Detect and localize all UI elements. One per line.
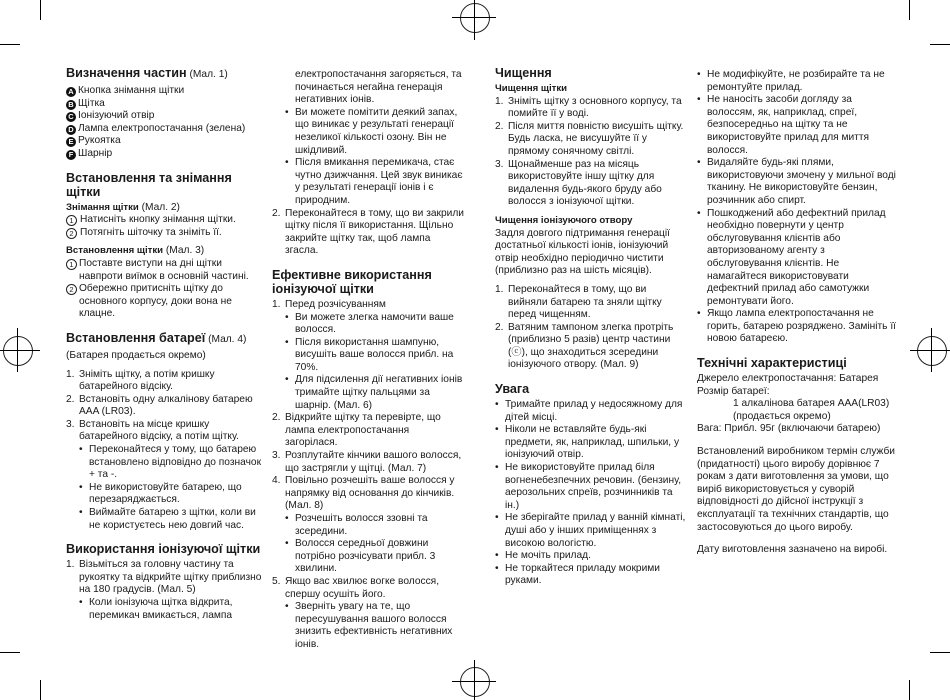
weight: Вага: Прибл. 95г (включаючи батарею) <box>697 423 881 435</box>
crop-mark <box>909 680 910 700</box>
warning-bullet: • Не модифікуйте, не розбирайте та не ремонтуйте прилад. <box>697 69 885 93</box>
battery-note: (Батарея продається окремо) <box>66 349 206 361</box>
effective-title: Ефективне використання іонізуючої щітки <box>272 267 432 296</box>
battery-size-label: Розмір батареї: <box>697 385 770 397</box>
registration-line <box>0 350 40 351</box>
warning-bullet: • Видаляйте будь-які плями, використовуючи змочену у мильної воді тканину. Не використовуйте бензин, розчинник або спирт. <box>697 157 896 206</box>
warning-bullet: • Тримайте прилад у недосяжному для дітей місці. <box>495 399 683 423</box>
eff-bullet: • Зверніть увагу на те, що пересушування вашого волосся знизить ефективність негативних іонів. <box>285 601 453 650</box>
crop-mark <box>930 44 950 45</box>
remove-head: Знімання щітки (Мал. 2) <box>66 201 180 213</box>
attach-step: 2 Обережно притисніть щітку до основного корпусу, доки вона не клацне. <box>66 283 266 321</box>
warning-title: Увага <box>495 382 530 397</box>
remove-step: 1 Натисніть кнопку знімання щітки. <box>66 214 266 227</box>
crop-mark <box>0 44 20 45</box>
ion-step: 2. Переконайтеся в тому, що ви закрили щітку після її використання. Щільно закрийте щітку так, щоб лампа згасла. <box>272 207 464 257</box>
part-item: D Лампа електропостачання (зелена) <box>66 123 266 136</box>
clean-step: 3. Щонайменше раз на місяць використовуйте іншу щітку для видалення будь-якого бруду або волосся з іонізуючої щітки. <box>495 158 662 208</box>
registration-line <box>910 350 950 351</box>
manufacture-date: Дату виготовлення зазначено на виробі. <box>697 544 888 556</box>
warning-bullet: • Не торкайтеся приладу мокрими руками. <box>495 562 660 587</box>
column-3 <box>495 66 687 588</box>
attach-head: Встановлення щітки (Мал. 3) <box>66 245 205 257</box>
warning-bullet: • Ніколи не вставляйте будь-які предмети, як, наприклад, шпильки, у іонізуючий отвір. <box>495 424 680 461</box>
registration-line <box>474 0 475 40</box>
clean-step: 1. Зніміть щітку з основного корпусу, та помийте її у воді. <box>495 95 682 120</box>
eff-step: 1. Перед розчісуванням <box>272 298 386 310</box>
battery-bullet: • Переконайтеся у тому, що батарею встановлено відповідно до позначок + та -. <box>79 444 262 481</box>
battery-title: Встановлення батареї (Мал. 4) <box>66 330 247 345</box>
battery-step: 3. Встановіть на місце кришку батарейного відсіку, а потім щітку. <box>66 418 239 443</box>
crop-mark <box>0 652 20 653</box>
registration-line <box>452 17 496 18</box>
ion-bullet: • Після вмикання перемикача, стає чутно дзижчання. Цей звук виникає у результаті генерації іонів і є природним. <box>285 157 463 206</box>
crop-mark <box>930 652 950 653</box>
battery-step: 1. Зніміть щітку, а потім кришку батарейного відсіку. <box>66 368 215 393</box>
parts-list <box>66 85 266 161</box>
crop-mark <box>909 0 910 20</box>
part-item: C Іонізуючий отвір <box>66 110 266 123</box>
warning-bullet: • Якщо лампа електропостачання не горить, батарею розряджено. Замініть її новою батареєю. <box>697 308 896 345</box>
registration-line <box>474 660 475 700</box>
registration-line <box>931 328 932 372</box>
eff-bullet: • Волосся середньої довжини потрібно розчісувати прибл. 3 хвилини. <box>285 538 436 575</box>
clean-vent-step: 2. Ватяним тампоном злегка протріть (приблизно 5 разів) центр частини (ⓒ), що знаходиться зсередини іонізуючого отвору. (Мал. 9) <box>495 321 674 371</box>
clean-step: 2. Після миття повністю висушіть щітку. Будь ласка, не висушуйте її у прямому сонячному світлі. <box>495 120 684 157</box>
clean-title: Чищення <box>495 66 552 80</box>
ion-step: 1. Візьміться за головну частину та рукоятку та відкрийте щітку приблизно на 180 градусів. (Мал. 5) <box>66 559 262 596</box>
clean-vent-step: 1. Переконайтеся в тому, що ви вийняли батарею та зняли щітку перед чищенням. <box>495 283 662 321</box>
registration-mark <box>3 336 33 366</box>
clean-vent-text: Задля довгого підтримання генерації достатньої кількості іонів, іонізуючий отвір необхідно періодично чистити (приблизно раз на шість місяців). <box>495 227 670 277</box>
ion-title: Використання іонізуючої щітки <box>66 542 261 557</box>
part-item: A Кнопка знімання щітки <box>66 85 266 98</box>
warning-bullet: • Пошкоджений або дефектний прилад необхідно повернути у центр обслуговування клієнтів або авторизованому агенту з обслуговування клієнтів. Не намагайтеся використовувати дефектний прилад або самотужки ремонтувати його. <box>697 207 886 307</box>
battery-size-value: 1 алкалінова батарея AAA(LR03) <box>733 398 890 410</box>
warning-bullet: • Не мочіть прилад. <box>495 550 591 562</box>
crop-mark <box>40 680 41 700</box>
eff-step: 2. Відкрийте щітку та перевірте, що лампа електропостачання загорілася. <box>272 412 441 449</box>
column-1 <box>66 66 266 622</box>
clean-brush-head: Чищення щітки <box>495 83 568 94</box>
part-item: B Щітка <box>66 98 266 111</box>
eff-bullet: • Розчешіть волосся ззовні та зсередини. <box>285 513 428 537</box>
ion-bullet: • Коли іонізуюча щітка відкрита, перемикач вмикається, лампа <box>79 597 233 621</box>
registration-mark <box>460 3 490 33</box>
continued-text: електропостачання загоряється, та починається негайна генерація негативних іонів. <box>295 69 462 106</box>
column-2 <box>272 69 464 652</box>
parts-title: Визначення частин (Мал. 1) <box>66 66 228 80</box>
warning-bullet: • Не використовуйте прилад біля вогненебезпечних речовин. (бензину, аерозольних спреїв, розчинників та ін.) <box>495 462 682 511</box>
power-source: Джерело електропостачання: Батарея <box>697 373 879 385</box>
crop-mark <box>40 0 41 20</box>
remove-step: 2 Потягніть шіточку та зніміть її. <box>66 227 266 240</box>
specs-title: Технічні характеристиці <box>697 356 847 371</box>
registration-line <box>17 328 18 372</box>
service-life: Встановлений виробником термін служби (придатності) цього виробу дорівнює 7 рокам з дати виготовлення за умови, що виріб використовується у суворій відповідності до дійсної інструкції з експлуатації та технічних стандартів, що застосовуються до цього виробу. <box>697 446 895 533</box>
eff-step: 3. Розплутайте кінчики вашого волосся, що застрягли у щітці. (Мал. 7) <box>272 450 462 474</box>
part-item: F Шарнір <box>66 148 266 161</box>
eff-bullet: • Після використання шампуню, висушіть ваше волосся прибл. на 70%. <box>285 336 454 373</box>
battery-bullet: • Виймайте батарею з щітки, коли ви не користуєтесь нею довгий час. <box>79 507 256 531</box>
eff-step: 5. Якщо вас хвилює вогке волосся, спершу осушіть його. <box>272 575 440 600</box>
eff-bullet: • Ви можете злегка намочити ваше волосся. <box>285 311 454 336</box>
install-title: Встановлення та знімання щітки <box>66 170 232 199</box>
eff-bullet: • Для підсилення дії негативних іонів тримайте щітку пальцями за шарнір. (Мал. 6) <box>285 374 463 411</box>
attach-step: 1 Поставте виступи на дні щітки навпроти виїмок в основній частині. <box>66 258 266 283</box>
eff-step: 4. Повільно розчешіть ваше волосся у напрямку від основання до кінчиків. (Мал. 8) <box>272 475 455 512</box>
part-item: E Рукоятка <box>66 135 266 148</box>
battery-step: 2. Встановіть одну алкалінову батарею AAA (LR03). <box>66 393 253 418</box>
ion-bullet: • Ви можете помітити деякий запах, що виникає у результаті генерації незеликої кількості озону. Він не шкідливий. <box>285 106 458 156</box>
registration-line <box>452 681 496 682</box>
battery-bullet: • Не використовуйте батарею, що перезаряджається. <box>79 481 242 506</box>
battery-size-note: (продається окремо) <box>733 410 831 422</box>
clean-vent-head: Чищення іонізуючого отвору <box>495 214 633 226</box>
warning-bullet: • Не зберігайте прилад у ванній кімнаті, душі або у інших приміщеннях з високою вологістю. <box>495 512 686 549</box>
registration-mark <box>460 667 490 697</box>
registration-mark <box>917 336 947 366</box>
column-4 <box>697 69 897 557</box>
warning-bullet: • Не наносіть засоби догляду за волоссям, як, наприклад, спреї, безпосередньо на щітку та не використовуйте прилад для миття волосся. <box>697 94 870 156</box>
